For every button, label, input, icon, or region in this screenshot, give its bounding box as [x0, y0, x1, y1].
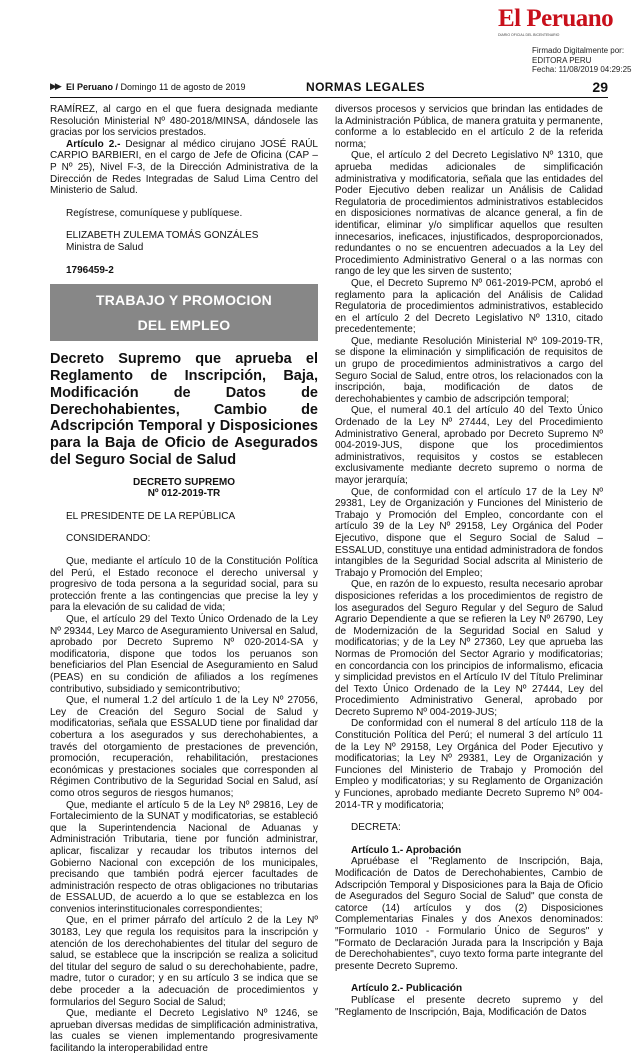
signature-line: Fecha: 11/08/2019 04:29:25: [532, 65, 632, 74]
considerando-paragraph: Que, el artículo 29 del Texto Único Ordenado de la Ley Nº 29344, Ley Marco de Aseguramiento Universal en Salud, aprobado por Decreto Supremo Nº 020-2014-SA y modificatoria, dispone que todos los peruanos son beneficiarios del Plan Esencial de Aseguramiento en Salud (PEAS) en su condición de afiliados a los regímenes contributivo, subsidiado y semicontributivo;: [50, 614, 318, 695]
page-header: [50, 78, 608, 98]
article-2-text: Publícase el presente decreto supremo y del "Reglamento de Inscripción, Baja, Modificación de Datos: [335, 994, 603, 1018]
considerando-paragraph: Que, mediante el Decreto Legislativo Nº 1246, se aprueban diversas medidas de simplificación administrativa, las cuales se vienen implementando progresivamente facilitando la interoperabilidad entre: [50, 1008, 318, 1055]
considerando-paragraph: Que, mediante el artículo 5 de la Ley Nº 29816, Ley de Fortalecimiento de la SUNAT y modificatorias, se estableció que la Superintendencia Nacional de Aduanas y Administración Tributaria, tiene por función administrar, aplicar, fiscalizar y recaudar los tributos internos del Gobierno Nacional con excepción de los municipales, precisando que también podrá ejercer facultades de administración respecto de otras obligaciones no tributarias de ESSALUD, de acuerdo a lo que se establezca en los convenios interinstitucionales correspondientes;: [50, 799, 318, 915]
signer-title: Ministra de Salud: [66, 241, 144, 253]
signature-line: EDITORA PERU: [532, 55, 592, 65]
considerando-paragraph: Que, mediante Resolución Ministerial Nº 109-2019-TR, se dispone la eliminación y simplificación de requisitos de un grupo de procedimientos administrativos a cargo del Seguro Social de Salud, entre otros, los relacionados con la inscripción, baja, modificación de datos de derechohabientes y cambio de adscripción temporal;: [335, 335, 603, 405]
publication-name: El Peruano /: [66, 82, 119, 92]
article-paragraph: [50, 139, 318, 197]
article-text: Designar al médico cirujano JOSÉ RAÚL CARPIO BARBIERI, en el cargo de Jefe de Oficina (CAP – P Nº 25), Nivel F-3, de la Dirección Administrativa de la Dirección de Redes Integradas de Salud Lima Centro del Ministerio de Salud.: [50, 138, 318, 197]
considerando-paragraph: De conformidad con el numeral 8 del artículo 118 de la Constitución Política del Perú; el numeral 3 del artículo 11 de la Ley Nº 29158, Ley Orgánica del Poder Ejecutivo y modificatorias; la Ley Nº 29381, Ley de Organización y Funciones del Ministerio de Trabajo y Promoción del Empleo y modificatorias; y su Reglamento de Organización y Funciones, aprobado mediante Decreto Supremo Nº 004-2014-TR y modificatoria;: [335, 718, 603, 811]
left-column: [50, 104, 318, 1055]
section-banner-line: DEL EMPLEO: [137, 317, 231, 334]
article-2-title: Artículo 2.- Publicación: [351, 983, 463, 995]
signature-line: Firmado Digitalmente por:: [532, 46, 625, 55]
header-publication: [66, 82, 245, 92]
publication-date: Domingo 11 de agosto de 2019: [120, 82, 246, 92]
considerando-paragraph: Que, de conformidad con el artículo 17 de la Ley Nº 29381, Ley de Organización y Funciones del Ministerio de Trabajo y Promoción del Empleo, concordante con el artículo 39 de la Ley Nº 29158, Ley Orgánica del Poder Ejecutivo, dispone que el Seguro Social de Salud – ESSALUD, constituye una entidad administradora de fondos intangibles de la Seguridad Social adscrita al Ministerio de Trabajo y Promoción del Empleo;: [335, 486, 603, 579]
page-number: 29: [592, 79, 608, 95]
doc-number: 1796459-2: [66, 264, 114, 276]
considerando-paragraph: Que, el numeral 40.1 del artículo 40 del Texto Único Ordenado de la Ley Nº 27444, Ley del Procedimiento Administrativo General, aprobado por Decreto Supremo Nº 004-2019-JUS, dispone que los procedimientos administrativos, requisitos y costos se establecen exclusivamente mediante decreto supremo o norma de mayor jerarquía;: [335, 405, 603, 486]
decree-label: DECRETO SUPREMO: [132, 476, 236, 488]
considerando-heading: CONSIDERANDO:: [66, 533, 151, 545]
president-line: EL PRESIDENTE DE LA REPÚBLICA: [66, 510, 236, 522]
decree-number: Nº 012-2019-TR: [147, 488, 221, 500]
article-1-text: Apruébase el "Reglamento de Inscripción, Baja, Modificación de Datos de Derechohabientes, Cambio de Adscripción Temporal y Disposiciones para la Baja de Oficio de Asegurados del Seguro Social de Salud" que consta de catorce (14) artículos y dos (2) Disposiciones Complementarias Finales y dos Anexos denominados: "Formulario 1010 - Formulario Único de Seguros" y "Formato de Declaración Jurada para la Inscripción y Baja de Derechohabientes", cuyo texto forma parte integrante del presente Decreto Supremo.: [335, 856, 603, 972]
article-1-title: Artículo 1.- Aprobación: [351, 844, 462, 856]
section-banner-line: TRABAJO Y PROMOCION: [96, 292, 272, 309]
paragraph: diversos procesos y servicios que brindan las entidades de la Administración Pública, de manera gratuita y permanente, conforme a lo establecido en el artículo 2 de la referida norma;: [335, 104, 603, 150]
section-banner: [50, 284, 318, 341]
article-label: Artículo 2.-: [66, 138, 121, 150]
considerando-paragraph: Que, en razón de lo expuesto, resulta necesario aprobar disposiciones referidas a los procedimientos de registro de los asegurados del Seguro Regular y del Seguro de Salud Agrario Dependiente a que se refieren la Ley Nº 26790, Ley de Modernización de la Seguridad Social en Salud y modificatorias; y de la Ley Nº 27360, Ley que aprueba las Normas de Promoción del Sector Agrario y modificatorias; en concordancia con los principios de informalismo, eficacia y simplicidad previstos en el Artículo IV del Título Preliminar del Texto Único Ordenado de la Ley Nº 27444, Ley del Procedimiento Administrativo General, aprobado por Decreto Supremo Nº 004-2019-JUS;: [335, 579, 603, 718]
considerando-paragraph: Que, el numeral 1.2 del artículo 1 de la Ley Nº 27056, Ley de Creación del Seguro Social de Salud y modificatorias, señala que ESSALUD tiene por finalidad dar cobertura a los asegurados y sus derechohabientes, a través del otorgamiento de prestaciones de prevención, promoción, recuperación, rehabilitación, prestaciones económicas y prestaciones sociales que corresponden al Régimen Contributivo de la Seguridad Social en Salud, así como otros seguros de riesgos humanos;: [50, 695, 318, 799]
considerando-paragraph: Que, el artículo 2 del Decreto Legislativo Nº 1310, que aprueba medidas adicionales de simplificación administrativa y modificatoria, señala que las entidades del Poder Ejecutivo deben realizar un Análisis de Calidad Regulatoria de procedimientos administrativos establecidos en disposiciones normativas de alcance general, a fin de identificar, eliminar y/o simplificar aquellos que resulten innecesarios, ineficaces, injustificados, desproporcionados, redundantes o no se encuentren adecuados a la Ley del Procedimiento Administrativo General o a las normas con rango de ley que les sirven de sustento;: [335, 150, 603, 278]
register-line: Regístrese, comuníquese y publíquese.: [66, 207, 243, 219]
right-column: [335, 104, 603, 1018]
considerando-paragraph: Que, mediante el artículo 10 de la Constitución Política del Perú, el Estado reconoce el derecho universal y progresivo de toda persona a la seguridad social, para su protección frente a las contingencias que precise la ley y para la elevación de su calidad de vida;: [50, 556, 318, 614]
considerando-paragraph: Que, en el primer párrafo del artículo 2 de la Ley Nº 30183, Ley que regula los requisitos para la inscripción y atención de los derechohabientes del titular del seguro de salud, se establece que la inscripción se realiza a solicitud del titular del seguro de salud o su derechohabiente, padre, madre, tutor o curador; y en su artículo 3 se indica que se debe proceder a la adecuación de procedimientos y formularios del Seguro Social de Salud;: [50, 915, 318, 1008]
header-section: NORMAS LEGALES: [306, 80, 425, 94]
double-arrow-icon: ▶▶: [50, 81, 60, 91]
considerando-paragraph: Que, el Decreto Supremo Nº 061-2019-PCM, aprobó el reglamento para la aplicación del Análisis de Calidad Regulatoria de procedimientos administrativos, establecido en el artículo 2 del Decreto Legislativo Nº 1310, citado precedentemente;: [335, 277, 603, 336]
decree-title: Decreto Supremo que aprueba el Reglamento de Inscripción, Baja, Modificación de Datos de Derechohabientes, Cambio de Adscripción Temporal y Disposiciones para la Baja de Oficio de Asegurados del Seguro Social de Salud: [50, 351, 318, 468]
signer-name: ELIZABETH ZULEMA TOMÁS GONZÁLES: [66, 230, 259, 242]
masthead-logo: [498, 5, 614, 37]
paragraph: RAMÍREZ, al cargo en el que fuera designada mediante Resolución Ministerial Nº 480-2018/MINSA, dándosele las gracias por los servicios prestados.: [50, 104, 318, 139]
digital-signature: [532, 46, 632, 75]
el-peruano-logo: El Peruano: [498, 5, 614, 32]
decreta-heading: DECRETA:: [351, 822, 401, 834]
logo-tagline: DIARIO OFICIAL DEL BICENTENARIO: [498, 33, 560, 37]
